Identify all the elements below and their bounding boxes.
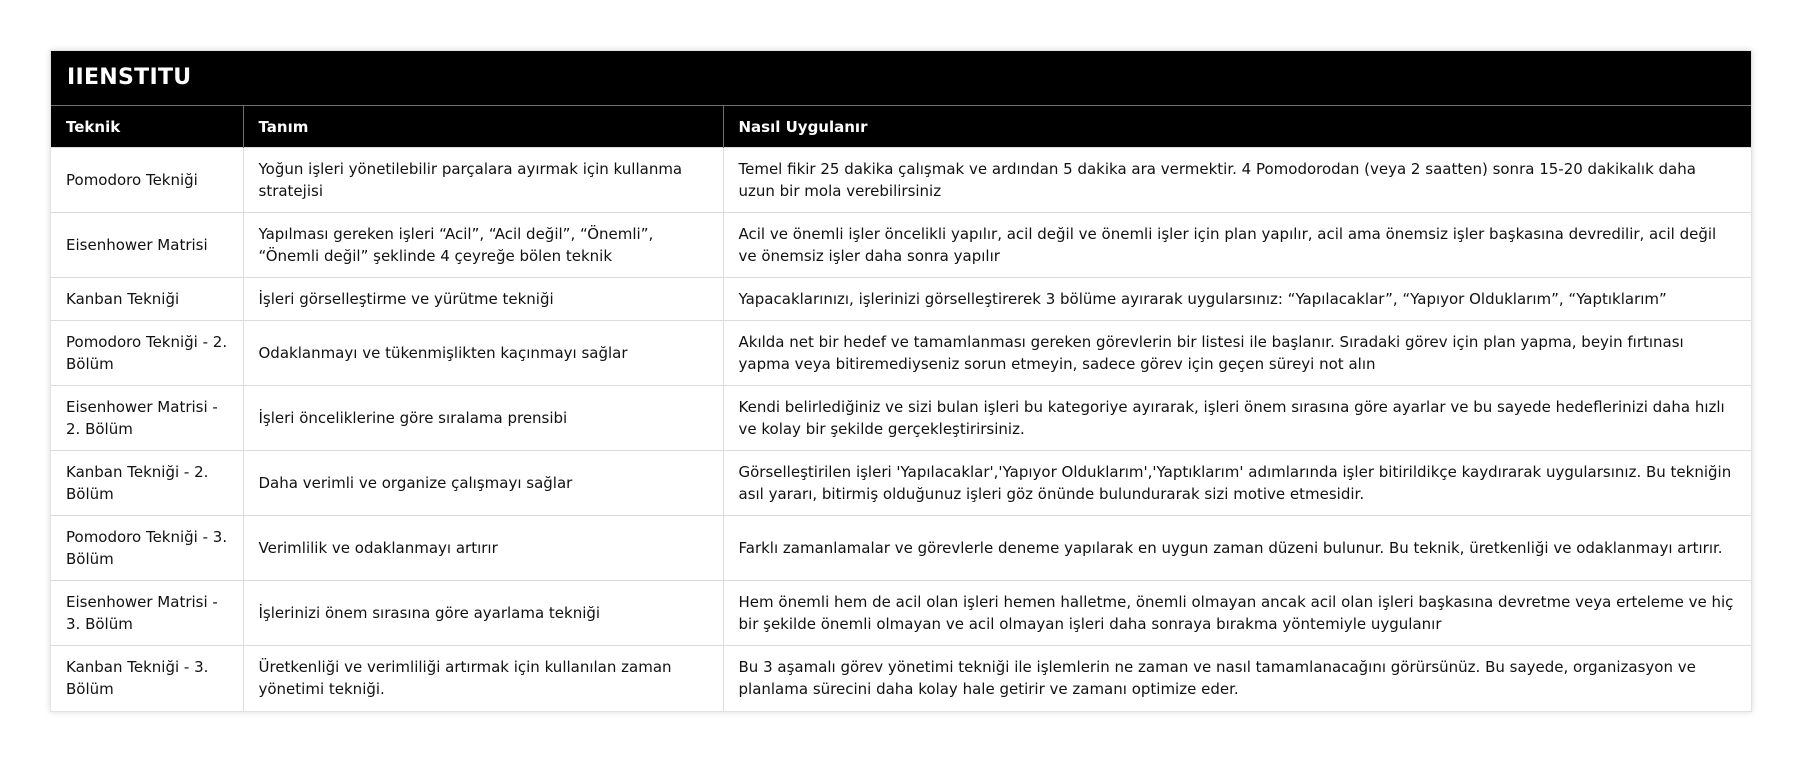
cell-tanim: Yoğun işleri yönetilebilir parçalara ayırmak için kullanma stratejisi <box>243 148 723 213</box>
table-row <box>51 321 1751 386</box>
cell-teknik: Pomodoro Tekniği - 2. Bölüm <box>51 321 243 386</box>
cell-uygulama: Temel fikir 25 dakika çalışmak ve ardından 5 dakika ara vermektir. 4 Pomodorodan (veya 2 saatten) sonra 15-20 dakikalık daha uzun bir mola verebilirsiniz <box>723 148 1751 213</box>
cell-teknik: Eisenhower Matrisi - 2. Bölüm <box>51 386 243 451</box>
cell-uygulama: Bu 3 aşamalı görev yönetimi tekniği ile işlemlerin ne zaman ve nasıl tamamlanacağını görürsünüz. Bu sayede, organizasyon ve planlama sürecini daha kolay hale getirir ve zamanı optimize eder. <box>723 646 1751 711</box>
cell-teknik: Pomodoro Tekniği - 3. Bölüm <box>51 516 243 581</box>
cell-teknik: Kanban Tekniği - 3. Bölüm <box>51 646 243 711</box>
header-teknik: Teknik <box>51 106 243 148</box>
table-row <box>51 516 1751 581</box>
cell-teknik: Kanban Tekniği - 2. Bölüm <box>51 451 243 516</box>
cell-uygulama: Yapacaklarınızı, işlerinizi görselleştirerek 3 bölüme ayırarak uygularsınız: “Yapılacaklar”, “Yapıyor Olduklarım”, “Yaptıklarım” <box>723 278 1751 321</box>
table-row <box>51 148 1751 213</box>
header-nasil-uygulanir: Nasıl Uygulanır <box>723 106 1751 148</box>
cell-tanim: Odaklanmayı ve tükenmişlikten kaçınmayı sağlar <box>243 321 723 386</box>
cell-tanim: Üretkenliği ve verimliliği artırmak için kullanılan zaman yönetimi tekniği. <box>243 646 723 711</box>
cell-uygulama: Farklı zamanlamalar ve görevlerle deneme yapılarak en uygun zaman düzeni bulunur. Bu teknik, üretkenliği ve odaklanmayı artırır. <box>723 516 1751 581</box>
cell-uygulama: Görselleştirilen işleri 'Yapılacaklar','Yapıyor Olduklarım','Yaptıklarım' adımlarında işler bitirildikçe kaydırarak uygularsınız. Bu tekniğin asıl yararı, bitirmiş olduğunuz işleri göz önünde bulundurarak sizi motive etmesidir. <box>723 451 1751 516</box>
table-row <box>51 213 1751 278</box>
cell-uygulama: Hem önemli hem de acil olan işleri hemen halletme, önemli olmayan ancak acil olan işleri başkasına devretme veya erteleme ve hiç bir şekilde önemli olmayan ve acil olmayan işleri daha sonraya bırakma yöntemiyle uygulanır <box>723 581 1751 646</box>
table-row <box>51 646 1751 711</box>
brand-title: IIENSTITU <box>51 51 1751 105</box>
cell-teknik: Eisenhower Matrisi <box>51 213 243 278</box>
table-header-row <box>51 106 1751 148</box>
table-row <box>51 581 1751 646</box>
cell-uygulama: Akılda net bir hedef ve tamamlanması gereken görevlerin bir listesi ile başlanır. Sıradaki görev için plan yapma, beyin fırtınası yapma veya bitiremediyseniz sorun etmeyin, sadece görev için geçen süreyi not alın <box>723 321 1751 386</box>
cell-tanim: İşlerinizi önem sırasına göre ayarlama tekniği <box>243 581 723 646</box>
cell-uygulama: Acil ve önemli işler öncelikli yapılır, acil değil ve önemli işler için plan yapılır, acil ama önemsiz işler başkasına devredilir, acil değil ve önemsiz işler daha sonra yapılır <box>723 213 1751 278</box>
cell-tanim: Daha verimli ve organize çalışmayı sağlar <box>243 451 723 516</box>
table-row <box>51 386 1751 451</box>
cell-uygulama: Kendi belirlediğiniz ve sizi bulan işleri bu kategoriye ayırarak, işleri önem sırasına göre ayarlar ve bu sayede hedeflerinizi daha hızlı ve kolay bir şekilde gerçekleştirirsiniz. <box>723 386 1751 451</box>
cell-tanim: İşleri görselleştirme ve yürütme tekniği <box>243 278 723 321</box>
cell-tanim: Verimlilik ve odaklanmayı artırır <box>243 516 723 581</box>
table-row <box>51 278 1751 321</box>
cell-teknik: Eisenhower Matrisi - 3. Bölüm <box>51 581 243 646</box>
header-tanim: Tanım <box>243 106 723 148</box>
content-card <box>50 50 1752 712</box>
cell-teknik: Kanban Tekniği <box>51 278 243 321</box>
table-row <box>51 451 1751 516</box>
cell-teknik: Pomodoro Tekniği <box>51 148 243 213</box>
cell-tanim: İşleri önceliklerine göre sıralama prensibi <box>243 386 723 451</box>
techniques-table <box>51 105 1751 711</box>
cell-tanim: Yapılması gereken işleri “Acil”, “Acil değil”, “Önemli”, “Önemli değil” şeklinde 4 çeyreğe bölen teknik <box>243 213 723 278</box>
